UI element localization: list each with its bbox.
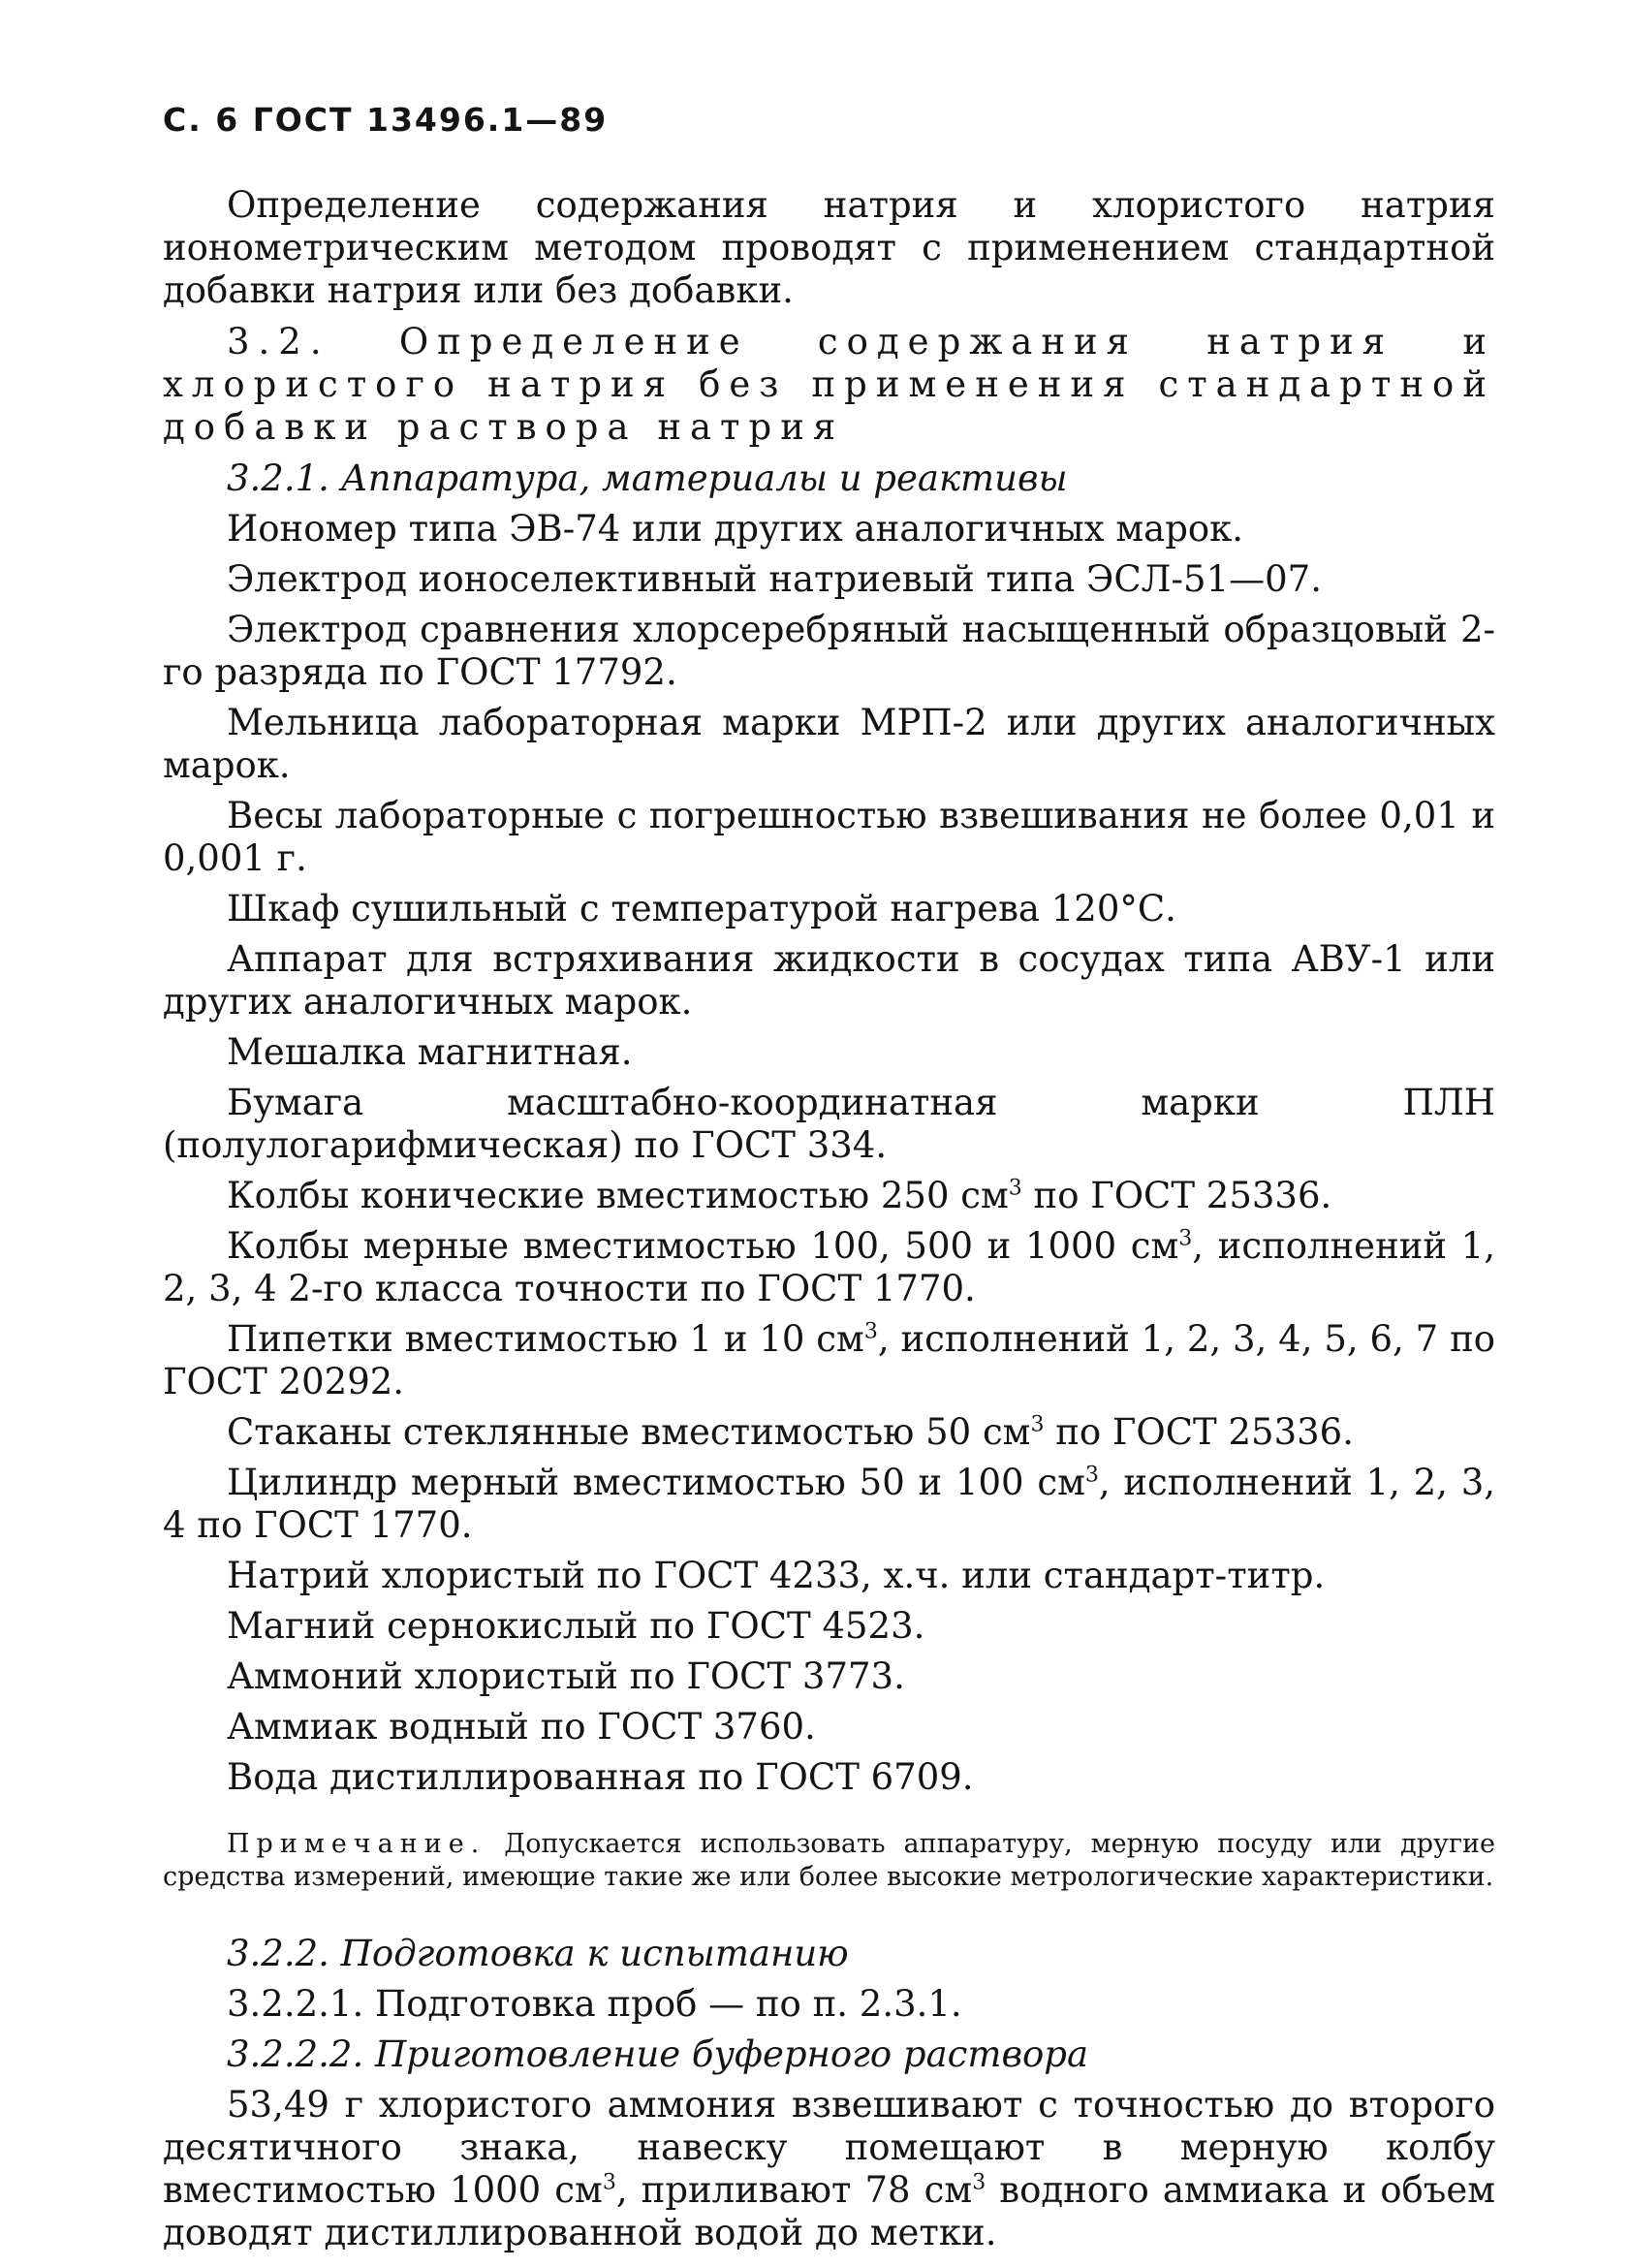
equipment-item — [163, 1411, 1495, 1454]
reagent-item: Аммиак водный по ГОСТ 3760. — [227, 1706, 816, 1748]
equipment-item: Шкаф сушильный с температурой нагрева 120°С. — [227, 888, 1176, 929]
section-3-2-2-2-title: 3.2.2.2. Приготовление буферного раствора — [227, 2033, 1089, 2075]
section-3-2-2-1: 3.2.2.1. Подготовка проб — по п. 2.3.1. — [227, 1983, 962, 2025]
item-text: Колбы мерные вместимостью 100, 500 и 1000 см — [227, 1225, 1179, 1267]
section-3-2-title: 3.2. Определение содержания натрия и хлористого натрия без применения стандартной добавки раствора натрия — [163, 321, 1495, 448]
reagent-item: Аммоний хлористый по ГОСТ 3773. — [227, 1655, 905, 1697]
superscript: 3 — [1030, 1412, 1045, 1437]
note — [163, 1828, 1495, 1894]
section-3-2-2-title: 3.2.2. Подготовка к испытанию — [227, 1933, 849, 1974]
item-text: , исполнений 1, 2, 3, 4, 5, 6, 7 по ГОСТ 20292. — [163, 1318, 1495, 1402]
buffer-paragraph — [163, 2084, 1495, 2254]
superscript: 3 — [863, 1319, 878, 1344]
section-3-2-1-title: 3.2.1. Аппаратура, материалы и реактивы — [227, 457, 1068, 499]
item-text: , исполнений 1, 2, 3, 4 по ГОСТ 1770. — [163, 1462, 1496, 1546]
equipment-item — [163, 1318, 1495, 1403]
item-text: Колбы конические вместимостью 250 см — [227, 1175, 1009, 1216]
page-header: С. 6 ГОСТ 13496.1—89 — [163, 101, 609, 139]
reagent-item: Вода дистиллированная по ГОСТ 6709. — [227, 1756, 974, 1798]
equipment-item: Бумага масштабно-координатная марки ПЛН (полулогарифмическая) по ГОСТ 334. — [163, 1082, 1495, 1166]
buffer-text: , приливают 78 см — [615, 2169, 973, 2211]
superscript: 3 — [1178, 1226, 1193, 1251]
equipment-item: Мельница лабораторная марки МРП-2 или других аналогичных марок. — [163, 702, 1495, 786]
item-text: Цилиндр мерный вместимостью 50 и 100 см — [227, 1462, 1085, 1503]
equipment-item: Аппарат для встряхивания жидкости в сосудах типа АВУ-1 или других аналогичных марок. — [163, 938, 1495, 1023]
item-text: Стаканы стеклянные вместимостью 50 см — [227, 1411, 1031, 1453]
equipment-item: Весы лабораторные с погрешностью взвешивания не более 0,01 и 0,001 г. — [163, 795, 1495, 879]
equipment-item — [163, 1225, 1495, 1310]
superscript: 3 — [1084, 1463, 1099, 1488]
note-text: Допускается использовать аппаратуру, мерную посуду или другие средства измерений, имеющие такие же или более высокие метрологические характеристики. — [163, 1829, 1495, 1892]
equipment-item: Иономер типа ЭВ-74 или других аналогичных марок. — [227, 508, 1244, 550]
item-text: , исполнений 1, 2, 3, 4 2-го класса точности по ГОСТ 1770. — [163, 1225, 1495, 1309]
equipment-item — [163, 1462, 1495, 1547]
page-content — [163, 184, 1495, 2263]
superscript: 3 — [972, 2170, 986, 2195]
buffer-text: водного аммиака и объем доводят дистиллированной водой до метки. — [163, 2169, 1495, 2253]
reagent-item: Магний сернокислый по ГОСТ 4523. — [227, 1605, 925, 1647]
item-text: Пипетки вместимостью 1 и 10 см — [227, 1318, 864, 1360]
equipment-item: Электрод сравнения хлорсеребряный насыщенный образцовый 2-го разряда по ГОСТ 17792. — [163, 609, 1495, 693]
equipment-item: Электрод ионоселективный натриевый типа ЭСЛ-51—07. — [227, 558, 1322, 600]
note-label: Примечание. — [227, 1829, 486, 1859]
equipment-item — [163, 1175, 1495, 1217]
reagent-item: Натрий хлористый по ГОСТ 4233, х.ч. или стандарт-титр. — [227, 1555, 1326, 1596]
superscript: 3 — [602, 2170, 616, 2195]
item-text: по ГОСТ 25336. — [1021, 1175, 1332, 1216]
superscript: 3 — [1008, 1176, 1022, 1201]
item-text: по ГОСТ 25336. — [1044, 1411, 1354, 1453]
buffer-text: 53,49 г хлористого аммония взвешивают с точностью до второго десятичного знака, навеску помещают в мерную колбу вместимостью 1000 см — [163, 2084, 1495, 2211]
intro-paragraph: Определение содержания натрия и хлористого натрия ионометрическим методом проводят с применением стандартной добавки натрия или без добавки. — [163, 184, 1495, 311]
equipment-item: Мешалка магнитная. — [227, 1031, 633, 1073]
